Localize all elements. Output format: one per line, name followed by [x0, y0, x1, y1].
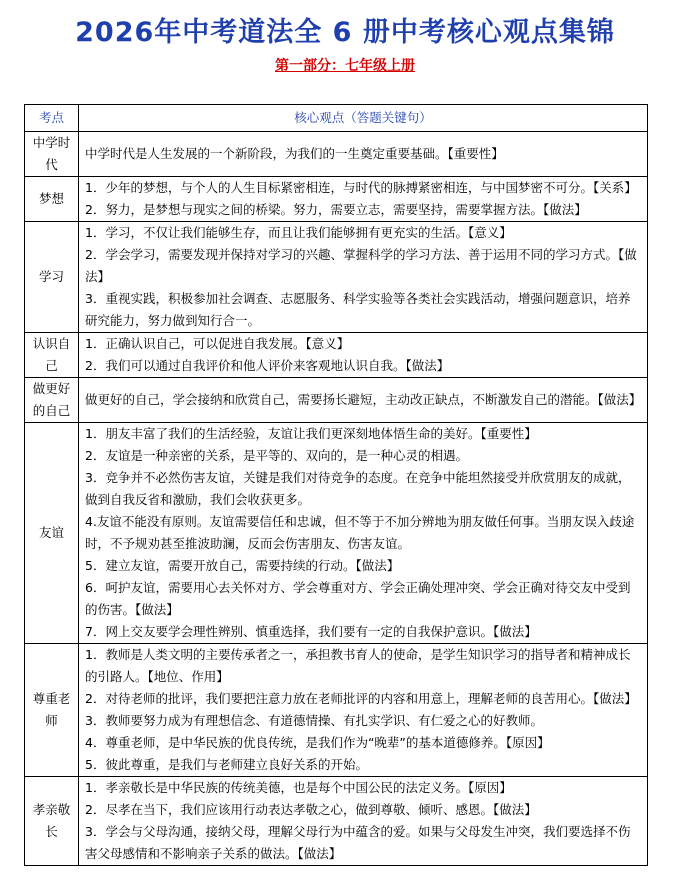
viewpoint-item: 3．教师要努力成为有理想信念、有道德情操、有扎实学识、有仁爱之心的好教师。 — [85, 713, 543, 728]
viewpoint-cell — [79, 378, 648, 423]
viewpoint-item: 1．正确认识自己，可以促进自我发展。【意义】 — [85, 336, 350, 351]
topic-cell: 孝亲敬长 — [25, 777, 79, 866]
viewpoint-cell — [79, 644, 648, 777]
core-viewpoints-table — [24, 104, 648, 866]
topic-cell: 尊重老师 — [25, 644, 79, 777]
viewpoint-item: 1．学习，不仅让我们能够生存，而且让我们能够拥有更充实的生活。【意义】 — [85, 225, 512, 240]
table-row — [25, 644, 648, 777]
table-row — [25, 177, 648, 222]
topic-cell: 梦想 — [25, 177, 79, 222]
topic-cell: 学习 — [25, 222, 79, 333]
viewpoint-cell — [79, 333, 648, 378]
viewpoint-item: 2．友谊是一种亲密的关系，是平等的、双向的，是一种心灵的相遇。 — [85, 448, 468, 463]
viewpoint-item: 1．教师是人类文明的主要传承者之一，承担教书育人的使命，是学生知识学习的指导者和精神成长的引路人。【地位、作用】 — [85, 647, 631, 684]
table-row — [25, 378, 648, 423]
header-topic: 考点 — [25, 105, 79, 132]
header-viewpoint: 核心观点（答题关键句） — [79, 105, 648, 132]
topic-cell: 认识自己 — [25, 333, 79, 378]
viewpoint-item: 2．努力，是梦想与现实之间的桥梁。努力，需要立志，需要坚持，需要掌握方法。【做法】 — [85, 202, 587, 217]
viewpoint-item: 1．孝亲敬长是中华民族的传统美德，也是每个中国公民的法定义务。【原因】 — [85, 780, 512, 795]
viewpoint-item: 7．网上交友要学会理性辨别、慎重选择，我们要有一定的自我保护意识。【做法】 — [85, 624, 537, 639]
table-row — [25, 333, 648, 378]
page-title: 2026年中考道法全 6 册中考核心观点集锦 — [75, 17, 615, 48]
viewpoint-item: 2．尽孝在当下，我们应该用行动表达孝敬之心，做到尊敬、倾听、感恩。【做法】 — [85, 802, 537, 817]
table-row — [25, 132, 648, 177]
viewpoint-item: 中学时代是人生发展的一个新阶段，为我们的一生奠定重要基础。【重要性】 — [85, 146, 504, 161]
viewpoint-cell — [79, 777, 648, 866]
viewpoint-item: 1．朋友丰富了我们的生活经验，友谊让我们更深刻地体悟生命的美好。【重要性】 — [85, 426, 537, 441]
viewpoint-cell — [79, 132, 648, 177]
viewpoint-item: 1．少年的梦想，与个人的人生目标紧密相连，与时代的脉搏紧密相连，与中国梦密不可分。【关系】 — [85, 180, 637, 195]
section-title: 第一部分：七年级上册 — [275, 58, 415, 74]
table-row — [25, 423, 648, 644]
topic-cell: 中学时代 — [25, 132, 79, 177]
viewpoint-cell — [79, 423, 648, 644]
viewpoint-item: 6．呵护友谊，需要用心去关怀对方、学会尊重对方、学会正确处理冲突、学会正确对待交友中受到的伤害。【做法】 — [85, 580, 631, 617]
viewpoint-cell — [79, 177, 648, 222]
viewpoint-cell — [79, 222, 648, 333]
topic-cell: 做更好的自己 — [25, 378, 79, 423]
viewpoint-item: 2．我们可以通过自我评价和他人评价来客观地认识自我。【做法】 — [85, 358, 450, 373]
table-row — [25, 222, 648, 333]
viewpoint-item: 3．学会与父母沟通，接纳父母，理解父母行为中蕴含的爱。如果与父母发生冲突，我们要选择不伤害父母感情和不影响亲子关系的做法。【做法】 — [85, 824, 631, 861]
viewpoint-item: 2．学会学习，需要发现并保持对学习的兴趣、掌握科学的学习方法、善于运用不同的学习方式。【做法】 — [85, 247, 637, 284]
table-row — [25, 777, 648, 866]
viewpoint-item: 3．竞争并不必然伤害友谊，关键是我们对待竞争的态度。在竞争中能坦然接受并欣赏朋友的成就，做到自我反省和激励，我们会收获更多。 — [85, 470, 631, 507]
viewpoint-item: 3．重视实践，积极参加社会调查、志愿服务、科学实验等各类社会实践活动，增强问题意识，培养研究能力，努力做到知行合一。 — [85, 291, 631, 328]
viewpoint-item: 2．对待老师的批评，我们要把注意力放在老师批评的内容和用意上，理解老师的良苦用心。【做法】 — [85, 691, 637, 706]
topic-cell: 友谊 — [25, 423, 79, 644]
viewpoint-item: 5．彼此尊重，是我们与老师建立良好关系的开始。 — [85, 757, 368, 772]
viewpoint-item: 做更好的自己，学会接纳和欣赏自己，需要扬长避短，主动改正缺点，不断激发自己的潜能。【做法】 — [85, 392, 642, 407]
table-header-row — [25, 105, 648, 132]
viewpoint-item: 5．建立友谊，需要开放自己，需要持续的行动。【做法】 — [85, 558, 400, 573]
viewpoint-item: 4.友谊不能没有原则。友谊需要信任和忠诚，但不等于不加分辨地为朋友做任何事。当朋友误入歧途时，不予规劝甚至推波助澜，反而会伤害朋友、伤害友谊。 — [85, 514, 635, 551]
viewpoint-item: 4．尊重老师，是中华民族的优良传统，是我们作为“晚辈”的基本道德修养。【原因】 — [85, 735, 550, 750]
